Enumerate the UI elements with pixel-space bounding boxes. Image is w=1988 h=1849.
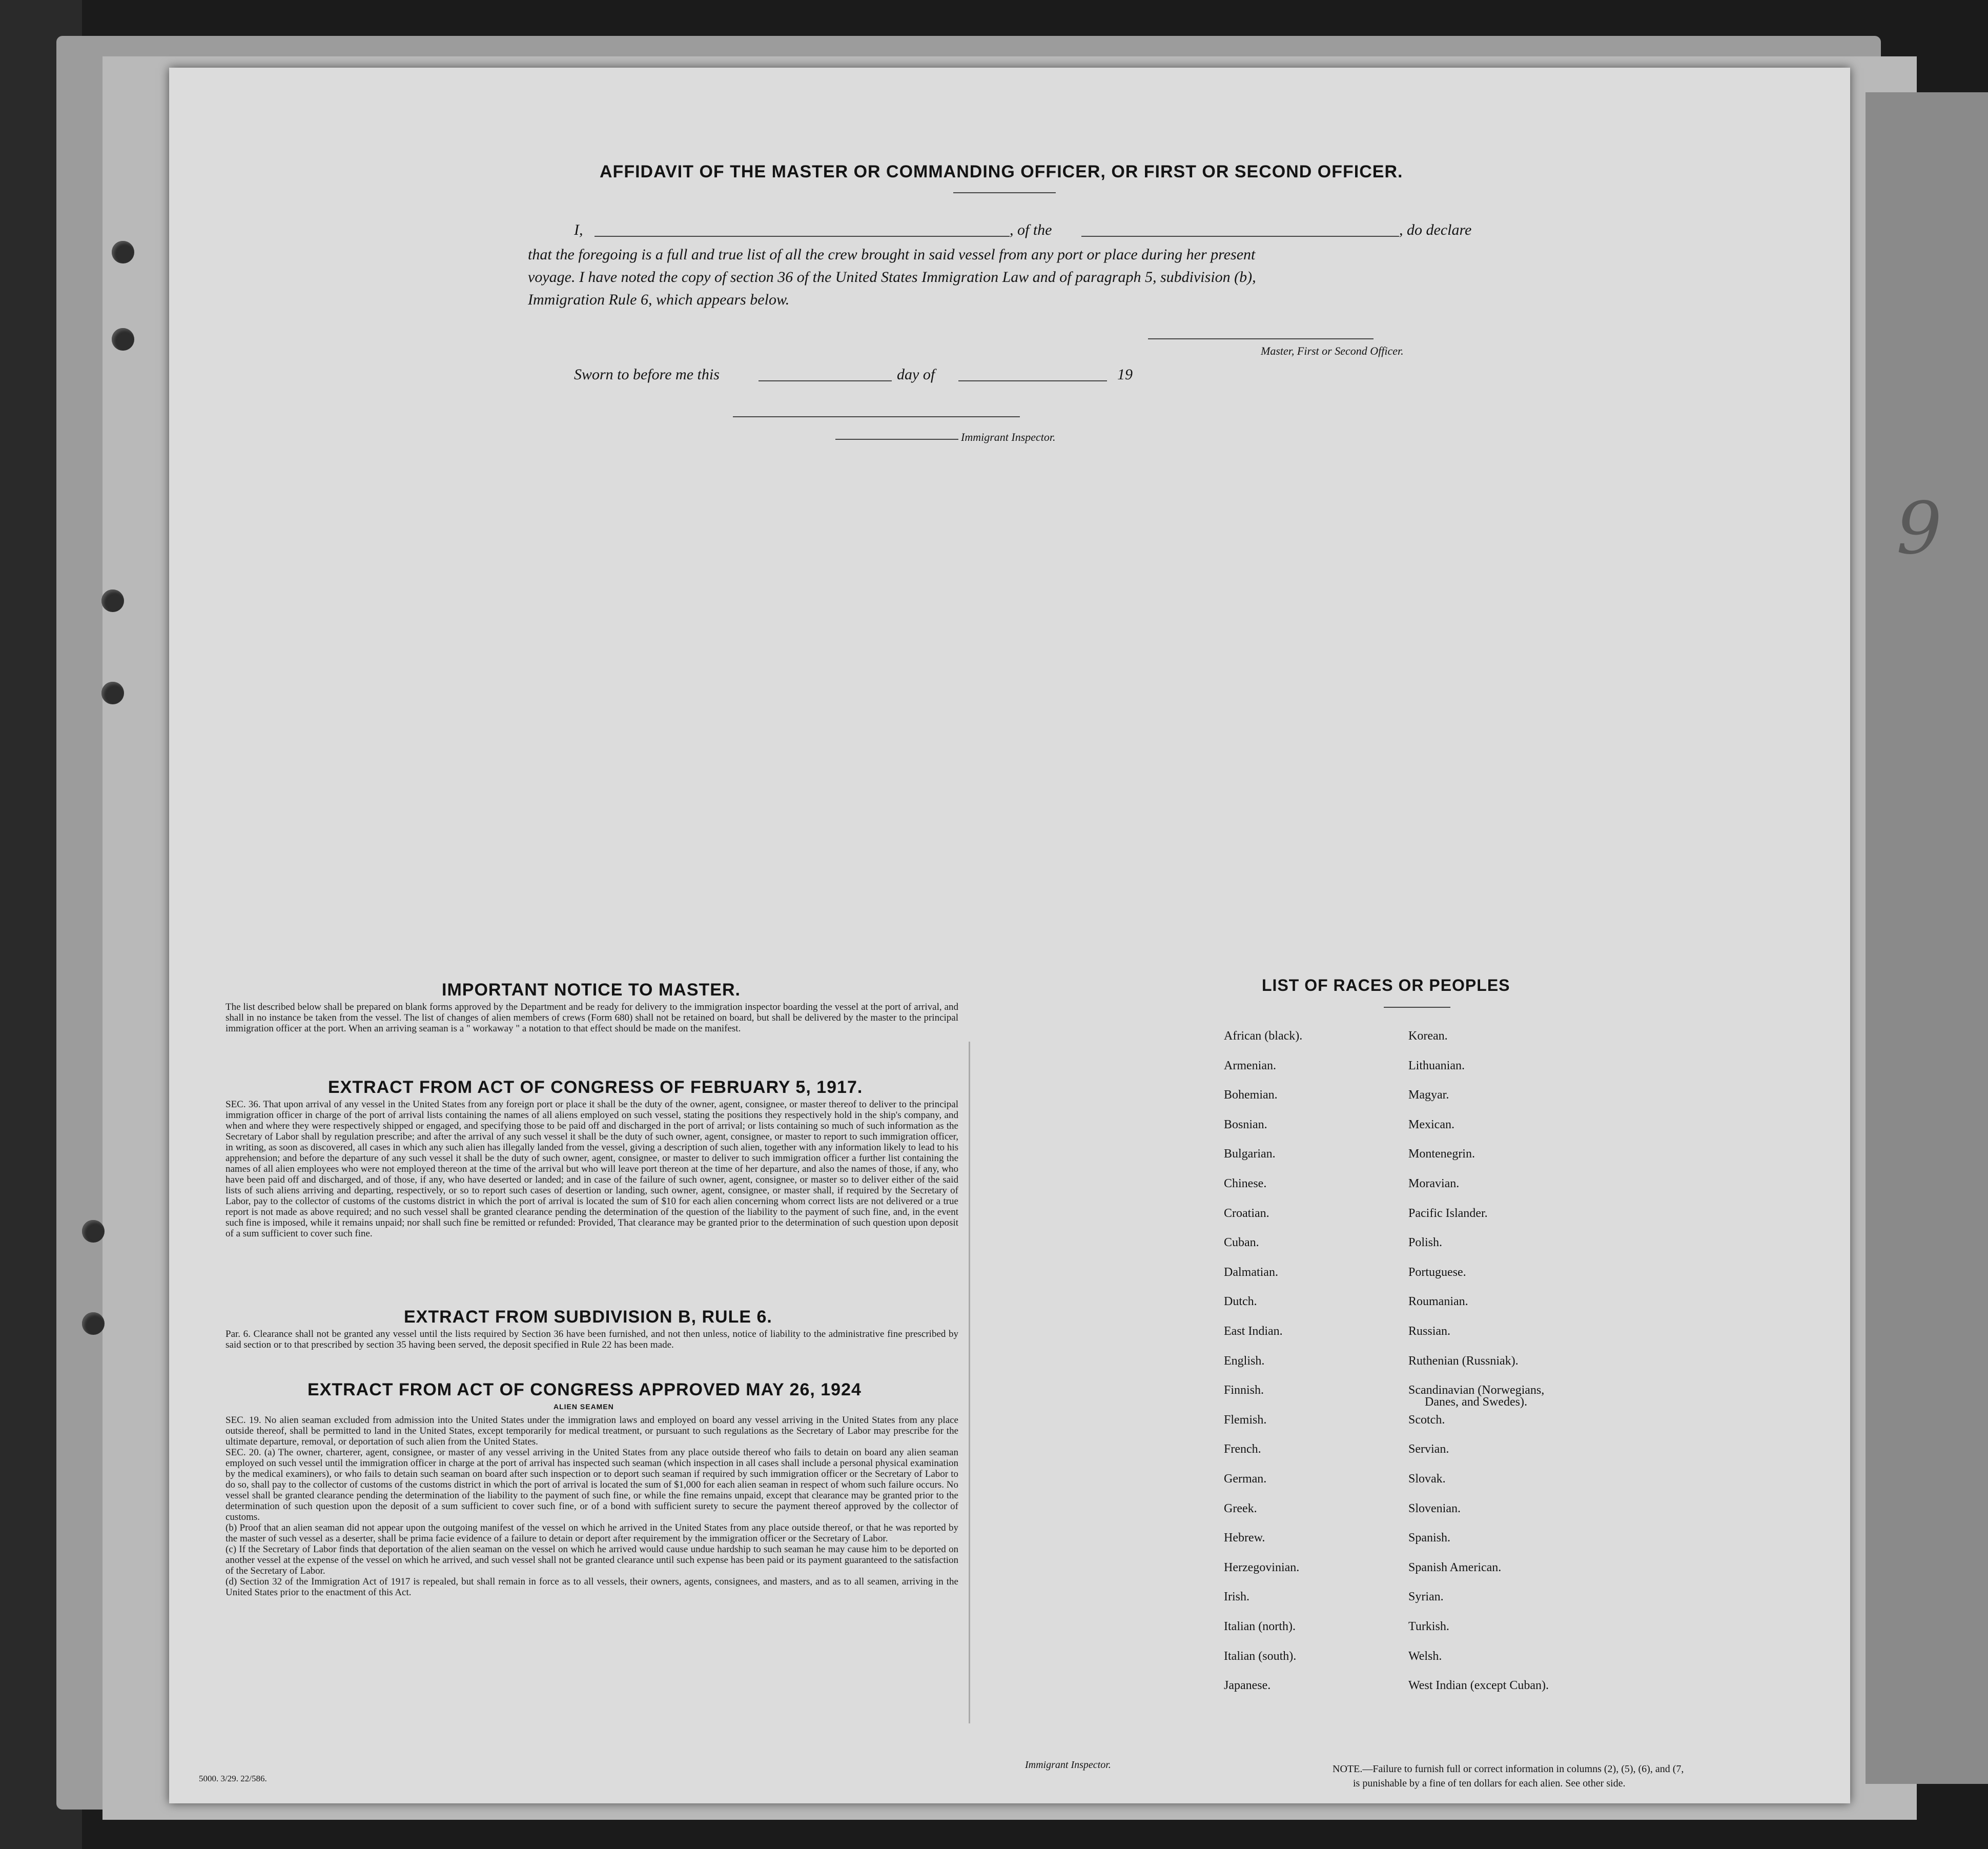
extract-1917-text: SEC. 36. That upon arrival of any vessel in the United States from any foreign port or place it shall be the duty of the owner, agent, consignee, or master thereof to deliver to the principal immigration officer in charge of the port of arrival lists containing the names of all aliens employed on such vessel, stating the positions they respectively hold in the ship's company, and when and where they were respectively shipped or engaged, and specifying those to be paid off and discharged in the port of arrival; or lists containing so much of such information as the Secretary of Labor shall by regulation prescribe; and after the arrival of any such vessel it shall be the duty of such owner, agent, consignee, or master to report to such immigration officer, in writing, as soon as discovered, all cases in which any such alien has illegally landed from the vessel, giving a description of such alien, together with any information likely to lead to his apprehension; and before the departure of any such vessel it shall be the duty of such owner, agent, consignee, or master to deliver to such immigration officer a further list containing the names of all alien employees who were not employed thereon at the time of the arrival but who will leave port thereon at the time of her departure, and also the names of those, if any, who have been paid off and discharged, and of those, if any, who have deserted or landed; and in case of the failure of such owner, agent, consignee, or master so to deliver either of the said lists of such aliens arriving and departing, respectively, or so to report such cases of desertion or landing, such owner, agent, consignee, or master shall, if required by the Secretary of Labor, pay to the collector of customs of the customs district in which the port of arrival is located the sum of $10 for each alien concerning whom correct lists are not delivered or a true report is not made as above required; and no such vessel shall be granted clearance pending the determination of the question of the liability to the payment of such fine, and, in the event such fine is imposed, while it remains unpaid; nor shall such fine be remitted or refunded: Provided, That clearance may be granted prior to the determination of such question upon deposit of a sum sufficient to cover such fine.: [226, 1099, 958, 1239]
race-item: Bohemian.: [1224, 1088, 1278, 1102]
binder-hole: [112, 241, 134, 263]
race-item: Korean.: [1408, 1029, 1448, 1043]
race-item: Russian.: [1408, 1325, 1451, 1338]
race-item: Lithuanian.: [1408, 1059, 1465, 1072]
race-item: Spanish.: [1408, 1531, 1451, 1545]
day-of-text: day of: [897, 366, 935, 383]
notice-title: IMPORTANT NOTICE TO MASTER.: [442, 980, 741, 1000]
race-item: Portuguese.: [1408, 1265, 1466, 1279]
race-item: French.: [1224, 1442, 1261, 1456]
inspector-line: [733, 416, 1020, 417]
notice-text: The list described below shall be prepared on blank forms approved by the Department and be ready for delivery to the immigration inspector boarding the vessel at the port of arrival, and shall in no instance be taken from the vessel. The list of changes of alien members of crews (Form 680) shall not be retained on board, but shall be delivered by the master to the principal immigration officer at the port. When an arriving seaman is a " workaway " a notation to that effect should be made on the manifest.: [226, 1002, 958, 1034]
race-item: Cuban.: [1224, 1236, 1259, 1250]
footer-note-line2: is punishable by a fine of ten dollars for each alien. See other side.: [1353, 1778, 1626, 1789]
inspector-line2: [835, 439, 958, 440]
race-item: Chinese.: [1224, 1177, 1267, 1190]
race-item: African (black).: [1224, 1029, 1303, 1043]
binder-hole: [101, 682, 124, 704]
race-item: Spanish American.: [1408, 1560, 1502, 1574]
affidavit-line2: that the foregoing is a full and true list of all the crew brought in said vessel from any port or place during her present: [528, 246, 1256, 263]
affidavit-of-the: , of the: [1010, 221, 1052, 238]
race-item: Slovak.: [1408, 1472, 1446, 1486]
race-item: Roumanian.: [1408, 1295, 1468, 1309]
vessel-blank: [1081, 236, 1399, 237]
footer-inspector-label: Immigrant Inspector.: [1025, 1759, 1111, 1771]
race-item: Hebrew.: [1224, 1531, 1265, 1545]
race-item: Dutch.: [1224, 1295, 1257, 1309]
race-item: Pacific Islander.: [1408, 1206, 1488, 1220]
binder-hole: [112, 328, 134, 351]
race-item: Irish.: [1224, 1590, 1249, 1604]
year-prefix: 19: [1117, 366, 1133, 383]
day-blank: [759, 380, 892, 381]
column-divider: [969, 1042, 970, 1723]
race-item: Polish.: [1408, 1236, 1443, 1250]
affidavit-line3: voyage. I have noted the copy of section 36 of the United States Immigration Law and of paragraph 5, subdivision (b),: [528, 269, 1256, 286]
race-item: Greek.: [1224, 1501, 1257, 1515]
race-item: Ruthenian (Russniak).: [1408, 1354, 1519, 1368]
race-item: Welsh.: [1408, 1649, 1442, 1663]
race-item: Servian.: [1408, 1442, 1449, 1456]
race-item: Turkish.: [1408, 1620, 1449, 1633]
race-item: East Indian.: [1224, 1325, 1283, 1338]
race-item: Montenegrin.: [1408, 1147, 1475, 1161]
race-item: Magyar.: [1408, 1088, 1449, 1102]
race-item: Bosnian.: [1224, 1117, 1267, 1131]
form-code: 5000. 3/29. 22/586.: [199, 1774, 267, 1783]
race-item: Herzegovinian.: [1224, 1560, 1300, 1574]
affidavit-i: I,: [574, 221, 583, 238]
adjacent-page: [1866, 92, 1988, 1784]
affidavit-declare: , do declare: [1399, 221, 1472, 238]
race-item: Dalmatian.: [1224, 1265, 1278, 1279]
month-blank: [958, 380, 1107, 381]
document-page: [169, 68, 1850, 1803]
master-label: Master, First or Second Officer.: [1261, 344, 1404, 357]
binder-hole: [101, 590, 124, 612]
race-item: Flemish.: [1224, 1413, 1267, 1427]
affidavit-line4: Immigration Rule 6, which appears below.: [528, 291, 790, 308]
race-item: Italian (south).: [1224, 1649, 1297, 1663]
race-item: West Indian (except Cuban).: [1408, 1679, 1549, 1693]
race-item: Italian (north).: [1224, 1620, 1296, 1633]
extract-1917-title: EXTRACT FROM ACT OF CONGRESS OF FEBRUARY 5, 1917.: [328, 1078, 863, 1097]
race-item: German.: [1224, 1472, 1267, 1486]
race-item: Slovenian.: [1408, 1501, 1461, 1515]
sworn-text: Sworn to before me this: [574, 366, 720, 383]
name-blank: [595, 236, 1010, 237]
divider: [953, 192, 1056, 193]
race-item: Danes, and Swedes).: [1425, 1395, 1527, 1409]
race-item: Armenian.: [1224, 1059, 1276, 1072]
race-item: Bulgarian.: [1224, 1147, 1276, 1161]
footer-note-line1: NOTE.—Failure to furnish full or correct information in columns (2), (5), (6), and (7,: [1333, 1763, 1684, 1775]
race-item: Scandinavian (Norwegians,: [1408, 1384, 1545, 1397]
race-item: Croatian.: [1224, 1206, 1269, 1220]
divider: [1384, 1007, 1450, 1008]
subdivision-b-text: Par. 6. Clearance shall not be granted any vessel until the lists required by Section 36 have been furnished, and not then unless, notice of liability to the administrative fine prescribed by said section or to that prescribed by section 35 having been served, the deposit specified in Rule 22 has been made.: [226, 1329, 958, 1350]
race-item: Finnish.: [1224, 1384, 1264, 1397]
alien-seamen-subtitle: ALIEN SEAMEN: [554, 1403, 614, 1411]
race-item: Moravian.: [1408, 1177, 1460, 1190]
race-item: English.: [1224, 1354, 1265, 1368]
extract-1924-text: SEC. 19. No alien seaman excluded from admission into the United States under the immigration laws and employed on board any vessel arriving in the United States from any place outside thereof, shall be permitted to land in the United States, except temporarily for medical treatment, or pursuant to such regulations as the Secretary of Labor may prescribe for the ultimate departure, removal, or deportation of such alien from the United States. SEC. 20. (a) The owner, charterer, agent, consignee, or master of any vessel arriving in the United States from any place outside thereof who fails to detain on board any alien seaman employed on such vessel until the immigration officer in charge at the port of arrival has inspected such seaman (which inspection in all cases shall include a personal physical examination by the medical examiners), or who fails to detain such seaman on board after such inspection or to deport such seaman if required by such immigration officer or the Secretary of Labor to do so, shall pay to the collector of customs of the customs district in which the port of arrival is located the sum of $1,000 for each alien seaman in respect of whom such failure occurs. No vessel shall be granted clearance pending the determination of the liability to the payment of such fine, or while the fine remains unpaid, except that clearance may be granted prior to the determination of such question upon the deposit of a sum sufficient to cover such fine, or of a bond with sufficient surety to secure the payment thereof approved by the collector of customs. (b) Proof that an alien seaman did not appear upon the outgoing manifest of the vessel on which he arrived in the United States from any place outside thereof, or that he was reported by the master of such vessel as a deserter, shall be prima facie evidence of a failure to detain or deport after requirement by the immigration officer or the Secretary of Labor. (c) If the Secretary of Labor finds that deportation of the alien seaman on the vessel on which he arrived would cause undue hardship to such seaman he may cause him to be deported on another vessel at the expense of the vessel on which he arrived, and such vessel shall not be granted clearance until such expense has been paid or its payment guaranteed to the satisfaction of the Secretary of Labor. (d) Section 32 of the Immigration Act of 1917 is repealed, but shall remain in force as to all vessels, their owners, agents, consignees, and masters, and as to all seamen, arriving in the United States prior to the enactment of this Act.: [226, 1415, 958, 1598]
race-item: Scotch.: [1408, 1413, 1445, 1427]
race-item: Japanese.: [1224, 1679, 1271, 1693]
races-title: LIST OF RACES OR PEOPLES: [1262, 976, 1510, 994]
handwritten-mark: 9: [1896, 487, 1942, 571]
binder-hole: [82, 1220, 105, 1243]
subdivision-b-title: EXTRACT FROM SUBDIVISION B, RULE 6.: [404, 1307, 772, 1327]
race-item: Mexican.: [1408, 1117, 1454, 1131]
affidavit-title: AFFIDAVIT OF THE MASTER OR COMMANDING OFFICER, OR FIRST OR SECOND OFFICER.: [600, 162, 1403, 181]
race-item: Syrian.: [1408, 1590, 1444, 1604]
binder-hole: [82, 1312, 105, 1335]
inspector-label: Immigrant Inspector.: [961, 431, 1056, 443]
extract-1924-title: EXTRACT FROM ACT OF CONGRESS APPROVED MAY 26, 1924: [308, 1380, 862, 1399]
signature-line: [1148, 338, 1374, 339]
